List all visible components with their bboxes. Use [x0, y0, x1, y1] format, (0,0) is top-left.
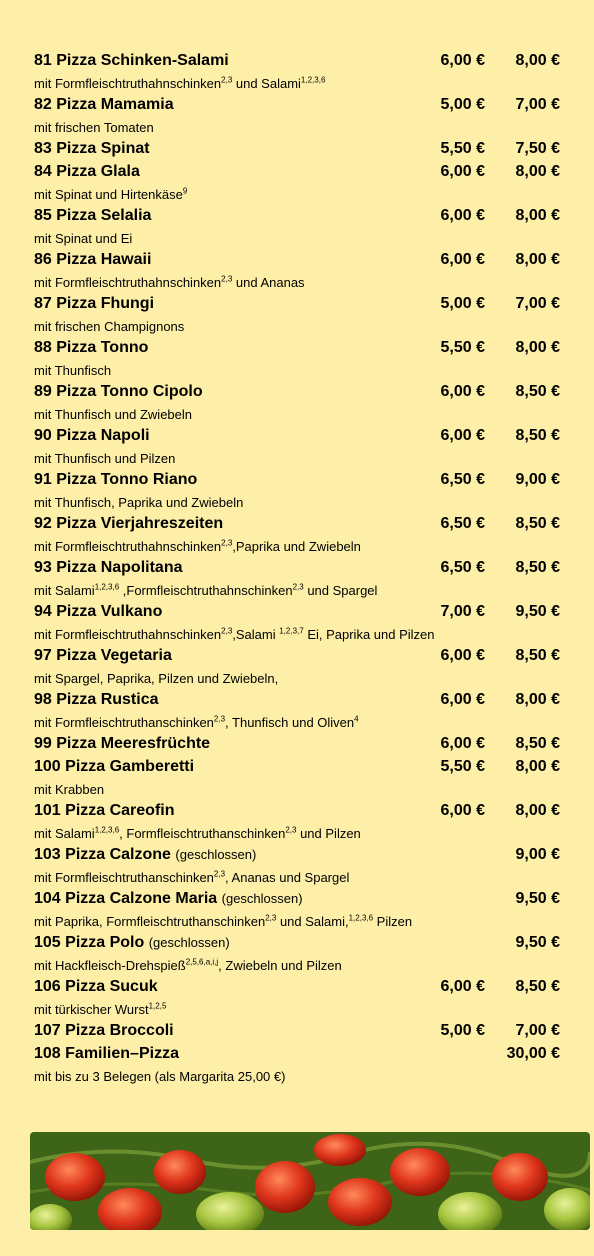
menu-item-name [34, 96, 174, 114]
description-text: mit Thunfisch und Pilzen [34, 451, 176, 466]
menu-item-name-text: 105 Pizza Polo [34, 934, 145, 951]
menu-item-name [34, 427, 150, 445]
menu-item-title-row [34, 205, 564, 228]
description-text: , Ananas und Spargel [225, 870, 350, 885]
menu-item-name [34, 647, 172, 665]
menu-item-name [34, 758, 194, 776]
menu-item-name-text: 104 Pizza Calzone Maria [34, 890, 218, 907]
menu-item-title-row [34, 689, 564, 712]
menu-item-title-row [34, 601, 564, 624]
menu-item-name-text: 93 Pizza Napolitana [34, 559, 183, 576]
menu-item-title-row [34, 888, 564, 911]
price-small: 6,00 € [440, 163, 485, 180]
menu-item [34, 293, 564, 337]
price-large: 7,00 € [515, 1022, 560, 1039]
menu-item-name-text: 99 Pizza Meeresfrüchte [34, 735, 211, 752]
menu-item [34, 932, 564, 976]
price-large: 9,50 € [515, 934, 560, 951]
description-text: mit Salami [34, 826, 95, 841]
description-text: und Spargel [303, 583, 378, 598]
allergen-codes: 1,2,3,6 [94, 825, 120, 835]
description-text: mit Thunfisch, Paprika und Zwiebeln [34, 495, 244, 510]
menu-item-description [34, 867, 564, 888]
menu-item-name-text: 82 Pizza Mamamia [34, 96, 174, 113]
menu-item-description [34, 580, 564, 601]
price-large: 30,00 € [506, 1045, 560, 1062]
menu-item-name [34, 140, 150, 158]
menu-item-name-text: 88 Pizza Tonno [34, 339, 149, 356]
menu-item [34, 800, 564, 844]
description-text: und Salami, [276, 914, 349, 929]
menu-item-name-text: 94 Pizza Vulkano [34, 603, 163, 620]
menu-item-name [34, 52, 229, 70]
menu-item-description [34, 272, 564, 293]
price-large: 9,00 € [515, 846, 560, 863]
menu-item-title-row [34, 800, 564, 823]
menu-item-name-text: 87 Pizza Fhungi [34, 295, 155, 312]
menu-item-title-row [34, 1043, 564, 1066]
price-small: 6,00 € [440, 52, 485, 69]
price-large: 7,50 € [515, 140, 560, 157]
price-large: 8,00 € [515, 802, 560, 819]
menu-item-description [34, 228, 564, 249]
price-large: 7,00 € [515, 295, 560, 312]
menu-item-description [34, 1066, 564, 1087]
price-small: 6,00 € [440, 735, 485, 752]
allergen-codes: 1,2,3,7 [279, 626, 304, 636]
menu-item-description [34, 404, 564, 425]
price-large: 8,00 € [515, 691, 560, 708]
menu-item [34, 161, 564, 205]
menu-item-title-row [34, 932, 564, 955]
menu-item-description [34, 955, 564, 976]
price-small: 6,50 € [440, 559, 485, 576]
menu-item-name-text: 89 Pizza Tonno Cipolo [34, 383, 203, 400]
menu-item-note: (geschlossen) [148, 935, 230, 950]
menu-item-name-text: 100 Pizza Gamberetti [34, 758, 195, 775]
menu-item-title-row [34, 645, 564, 668]
allergen-codes: 1,2,5 [148, 1001, 167, 1011]
price-small: 5,50 € [440, 758, 485, 775]
menu-item [34, 425, 564, 469]
menu-item [34, 138, 564, 161]
menu-item-name [34, 1045, 179, 1063]
menu-item [34, 337, 564, 381]
description-text: und Ananas [232, 275, 305, 290]
description-text: mit Hackfleisch-Drehspieß [34, 958, 186, 973]
menu-item-title-row [34, 161, 564, 184]
menu-item-title-row [34, 557, 564, 580]
menu-item-title-row [34, 249, 564, 272]
description-text: ,Salami [232, 627, 280, 642]
menu-item-name [34, 890, 303, 908]
tomatoes-image [30, 1132, 590, 1230]
menu-item-title-row [34, 469, 564, 492]
menu-item-name-text: 86 Pizza Hawaii [34, 251, 152, 268]
description-text: mit Formfleischtruthahnschinken [34, 275, 222, 290]
price-large: 9,50 € [515, 603, 560, 620]
allergen-codes: 2,3 [265, 913, 277, 923]
menu-item-title-row [34, 50, 564, 73]
price-small: 5,50 € [440, 339, 485, 356]
allergen-codes: 2,3 [221, 626, 233, 636]
description-text: mit Spargel, Paprika, Pilzen und Zwiebeln, [34, 671, 279, 686]
menu-item [34, 733, 564, 756]
menu-item-name [34, 1022, 174, 1040]
menu-item-title-row [34, 844, 564, 867]
menu-item-description [34, 492, 564, 513]
description-text: mit bis zu 3 Belegen (als Margarita 25,00 €) [34, 1069, 286, 1084]
menu-item-name [34, 339, 148, 357]
menu-item-name [34, 515, 223, 533]
description-text: mit Formfleischtruthanschinken [34, 715, 214, 730]
menu-item-title-row [34, 733, 564, 756]
description-text: mit Formfleischtruthahnschinken [34, 539, 222, 554]
description-text: , Zwiebeln und Pilzen [218, 958, 342, 973]
description-text: mit Thunfisch [34, 363, 112, 378]
menu-item [34, 601, 564, 645]
menu-item [34, 1043, 564, 1087]
price-small: 5,00 € [440, 1022, 485, 1039]
menu-item [34, 976, 564, 1020]
price-small: 6,00 € [440, 647, 485, 664]
price-small: 6,00 € [440, 978, 485, 995]
menu-item-title-row [34, 293, 564, 316]
menu-item-description [34, 624, 564, 645]
menu-item-name-text: 106 Pizza Sucuk [34, 978, 158, 995]
price-large: 8,00 € [515, 251, 560, 268]
price-small: 5,00 € [440, 96, 485, 113]
price-small: 5,50 € [440, 140, 485, 157]
description-text: Ei, Paprika und Pilzen [303, 627, 435, 642]
allergen-codes: 2,5,6,a,i,j [185, 957, 219, 967]
price-large: 8,00 € [515, 758, 560, 775]
menu-item-name [34, 735, 210, 753]
menu-item [34, 888, 564, 932]
menu-item-title-row [34, 513, 564, 536]
allergen-codes: 4 [354, 714, 359, 724]
price-small: 6,00 € [440, 383, 485, 400]
menu-item-name [34, 978, 158, 996]
price-large: 8,50 € [515, 559, 560, 576]
price-large: 8,50 € [515, 647, 560, 664]
menu-item-name-text: 108 Familien–Pizza [34, 1045, 179, 1062]
allergen-codes: 9 [182, 186, 188, 196]
price-large: 8,00 € [515, 207, 560, 224]
allergen-codes: 2,3 [292, 582, 304, 592]
price-large: 8,50 € [515, 978, 560, 995]
menu-item-name [34, 383, 203, 401]
description-text: mit frischen Champignons [34, 319, 185, 334]
menu-item-title-row [34, 756, 564, 779]
menu-item-name [34, 691, 159, 709]
tomatoes-illustration [30, 1132, 590, 1230]
allergen-codes: 2,3 [221, 538, 233, 548]
menu-item-description [34, 911, 564, 932]
menu-item-description [34, 316, 564, 337]
description-text: mit Formfleischtruthahnschinken [34, 76, 222, 91]
price-small: 6,50 € [440, 515, 485, 532]
description-text: mit frischen Tomaten [34, 120, 154, 135]
menu-item-note: (geschlossen) [221, 891, 303, 906]
price-large: 8,50 € [515, 383, 560, 400]
price-large: 9,00 € [515, 471, 560, 488]
menu-item [34, 205, 564, 249]
description-text: mit Paprika, Formfleischtruthanschinken [34, 914, 266, 929]
menu-item-name [34, 251, 151, 269]
menu-item-name [34, 846, 256, 864]
menu-item-description [34, 999, 564, 1020]
menu-item-name-text: 107 Pizza Broccoli [34, 1022, 174, 1039]
price-small: 7,00 € [440, 603, 485, 620]
menu-item-description [34, 360, 564, 381]
price-large: 8,00 € [515, 52, 560, 69]
description-text: mit Thunfisch und Zwiebeln [34, 407, 193, 422]
menu-item-name [34, 802, 175, 820]
price-small: 6,00 € [440, 251, 485, 268]
menu-item-description [34, 448, 564, 469]
menu-item-name [34, 295, 154, 313]
allergen-codes: 1,2,3,6 [300, 75, 326, 85]
description-text: und Pilzen [296, 826, 361, 841]
menu-item-name-text: 83 Pizza Spinat [34, 140, 150, 157]
menu-item-name-text: 98 Pizza Rustica [34, 691, 159, 708]
menu-item-name-text: 92 Pizza Vierjahreszeiten [34, 515, 224, 532]
price-small: 6,50 € [440, 471, 485, 488]
menu-item [34, 645, 564, 689]
menu-item-title-row [34, 94, 564, 117]
menu-item-title-row [34, 1020, 564, 1043]
menu-item [34, 249, 564, 293]
price-small: 6,00 € [440, 691, 485, 708]
allergen-codes: 2,3 [213, 869, 226, 879]
menu-item-description [34, 712, 564, 733]
menu-item-name [34, 934, 230, 952]
menu-item-description [34, 117, 564, 138]
menu-item-name-text: 103 Pizza Calzone [34, 846, 171, 863]
price-large: 8,50 € [515, 735, 560, 752]
description-text: , Formfleischtruthanschinken [119, 826, 286, 841]
allergen-codes: 2,3 [285, 825, 297, 835]
menu-item-description [34, 73, 564, 94]
menu-item-name-text: 90 Pizza Napoli [34, 427, 150, 444]
allergen-codes: 2,3 [221, 274, 233, 284]
menu-item [34, 381, 564, 425]
menu-item-name [34, 207, 151, 225]
menu-item-name [34, 559, 183, 577]
description-text: mit Salami [34, 583, 95, 598]
description-text: mit Spinat und Ei [34, 231, 133, 246]
menu-item-description [34, 184, 564, 205]
menu-item-description [34, 668, 564, 689]
description-text: und Salami [232, 76, 301, 91]
menu-item [34, 1020, 564, 1043]
menu-item-name [34, 471, 197, 489]
description-text: mit Formfleischtruthanschinken [34, 870, 214, 885]
description-text: ,Paprika und Zwiebeln [232, 539, 361, 554]
menu-list [34, 50, 564, 1087]
allergen-codes: 1,2,3,6 [94, 582, 120, 592]
price-large: 8,50 € [515, 427, 560, 444]
menu-item-title-row [34, 425, 564, 448]
menu-item-description [34, 536, 564, 557]
menu-item-title-row [34, 976, 564, 999]
menu-item-name-text: 97 Pizza Vegetaria [34, 647, 172, 664]
menu-item-name [34, 163, 140, 181]
menu-item-name-text: 85 Pizza Selalia [34, 207, 152, 224]
description-text: ,Formfleischtruthahnschinken [119, 583, 293, 598]
menu-item-title-row [34, 337, 564, 360]
allergen-codes: 2,3 [221, 75, 233, 85]
menu-item [34, 689, 564, 733]
description-text: mit Formfleischtruthahnschinken [34, 627, 222, 642]
menu-item [34, 469, 564, 513]
menu-item-name [34, 603, 162, 621]
allergen-codes: 2,3 [213, 714, 226, 724]
price-small: 6,00 € [440, 802, 485, 819]
price-large: 8,00 € [515, 163, 560, 180]
menu-item-name-text: 84 Pizza Glala [34, 163, 140, 180]
menu-item [34, 94, 564, 138]
price-large: 8,50 € [515, 515, 560, 532]
price-small: 6,00 € [440, 427, 485, 444]
menu-item-title-row [34, 381, 564, 404]
menu-item [34, 50, 564, 94]
menu-item [34, 844, 564, 888]
menu-item-title-row [34, 138, 564, 161]
menu-item-name-text: 101 Pizza Careofin [34, 802, 175, 819]
description-text: mit türkischer Wurst [34, 1002, 149, 1017]
price-large: 7,00 € [515, 96, 560, 113]
menu-item [34, 513, 564, 557]
menu-item-description [34, 823, 564, 844]
price-large: 8,00 € [515, 339, 560, 356]
menu-item [34, 557, 564, 601]
menu-item [34, 756, 564, 800]
description-text: mit Krabben [34, 782, 105, 797]
menu-item-note: (geschlossen) [175, 847, 257, 862]
price-small: 6,00 € [440, 207, 485, 224]
menu-item-description [34, 779, 564, 800]
allergen-codes: 1,2,3,6 [348, 913, 374, 923]
menu-item-name-text: 91 Pizza Tonno Riano [34, 471, 198, 488]
description-text: Pilzen [373, 914, 413, 929]
description-text: mit Spinat und Hirtenkäse [34, 187, 183, 202]
menu-item-name-text: 81 Pizza Schinken-Salami [34, 52, 229, 69]
price-large: 9,50 € [515, 890, 560, 907]
price-small: 5,00 € [440, 295, 485, 312]
description-text: , Thunfisch und Oliven [225, 715, 355, 730]
